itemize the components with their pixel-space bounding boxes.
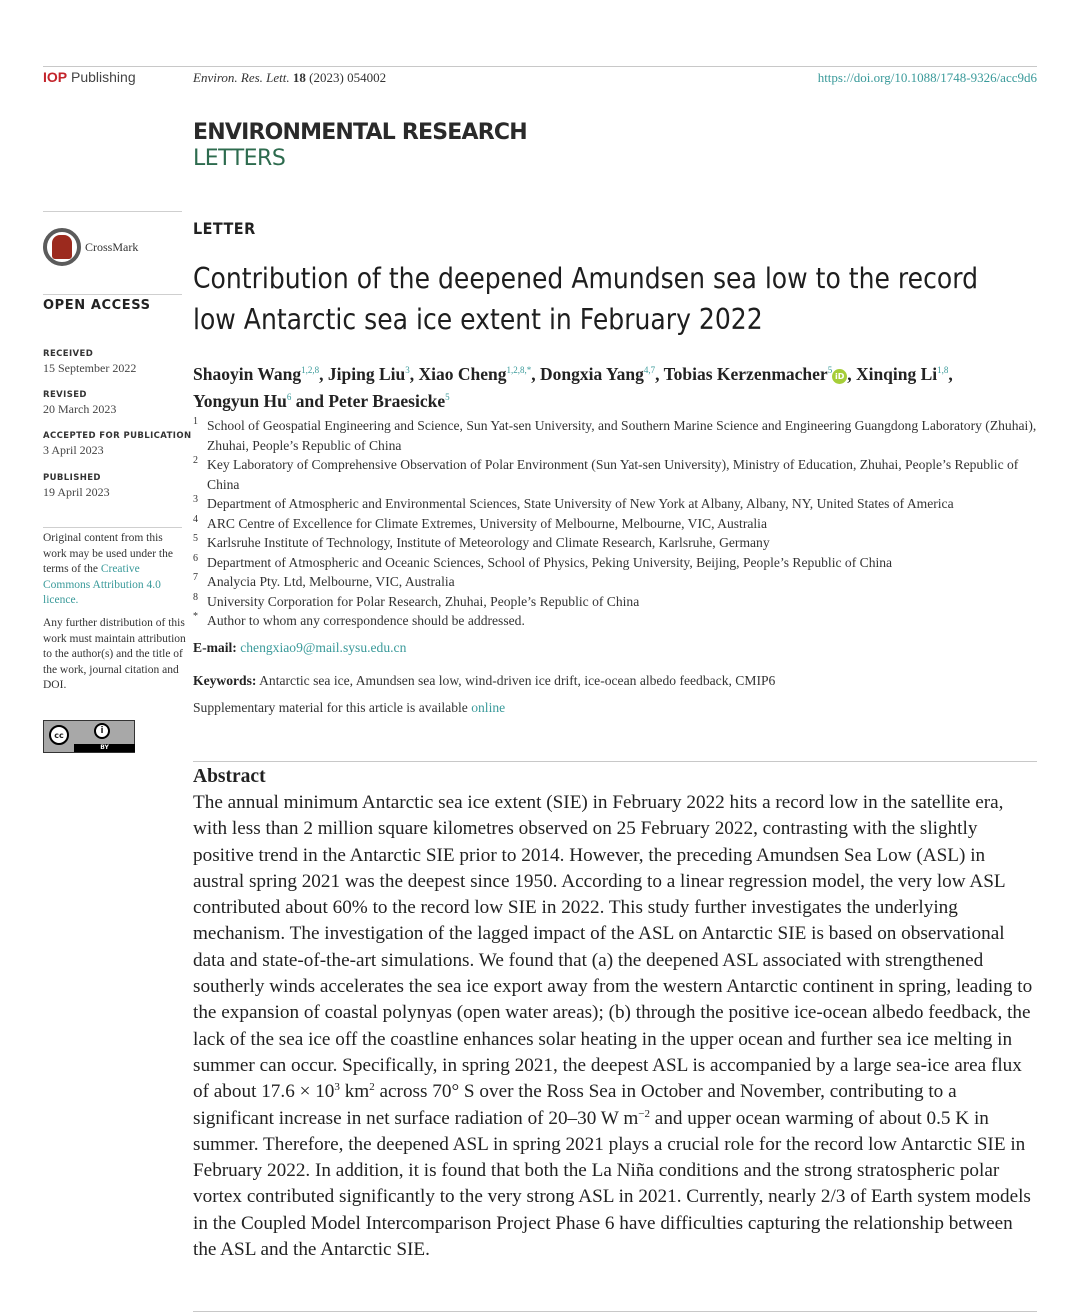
crossmark-icon bbox=[43, 228, 81, 266]
affiliation-number: 3 bbox=[193, 494, 198, 505]
email-line bbox=[193, 640, 406, 656]
affiliation-sup: 5 bbox=[445, 392, 450, 402]
journal-name-line1: ENVIRONMENTAL RESEARCH bbox=[193, 120, 527, 145]
affiliation-sup: 1,8 bbox=[937, 365, 949, 375]
author-name: Shaoyin Wang bbox=[193, 364, 302, 384]
affiliation-number: 6 bbox=[193, 552, 198, 564]
affiliation-text: Karlsruhe Institute of Technology, Institute of Meteorology and Climate Research, Karlsruhe, Germany bbox=[207, 535, 770, 550]
supplementary-line bbox=[193, 700, 505, 716]
affiliation bbox=[193, 514, 1043, 534]
title-line: Contribution of the deepened Amundsen sea low to the record bbox=[193, 262, 979, 295]
affiliation bbox=[193, 494, 1043, 514]
open-access-label: OPEN ACCESS bbox=[43, 298, 151, 313]
affiliation-text: University Corporation for Polar Research, Zhuhai, People’s Republic of China bbox=[207, 593, 640, 609]
affiliation bbox=[193, 455, 1043, 494]
affiliation-number: 2 bbox=[193, 455, 198, 466]
affiliation-text: ARC Centre of Excellence for Climate Extremes, University of Melbourne, Melbourne, VIC, Australia bbox=[207, 515, 767, 531]
volume: 18 bbox=[292, 70, 306, 85]
email-link[interactable]: chengxiao9@mail.sysu.edu.cn bbox=[240, 640, 407, 655]
abstract-text: and upper ocean warming of about 0.5 K in summer. Therefore, the deepened ASL in spring 2021 plays a crucial role for the record low Antarctic SIE in February 2022. In addition, it is found that both the La Niña conditions and the strong stratospheric polar vortex contributed significantly to the very strong ASL in 2021. Currently, nearly 2/3 of Earth system models in the Coupled Model Intercomparison Project Phase 6 have difficulties capturing the relationship between the ASL and the Antarctic SIE. bbox=[193, 1107, 1031, 1261]
author-conjunction: and bbox=[295, 391, 324, 411]
affiliation-number: 8 bbox=[193, 591, 198, 603]
affiliation-number: 1 bbox=[193, 416, 198, 427]
author[interactable] bbox=[328, 364, 410, 384]
supplementary-link[interactable]: online bbox=[471, 700, 506, 715]
by-label: BY bbox=[74, 744, 135, 752]
history-value: 3 April 2023 bbox=[43, 443, 104, 457]
affiliation-text: Key Laboratory of Comprehensive Observation of Polar Environment (Sun Yat-sen University), Ministry of Education, Zhuhai, People’s Republic of China bbox=[207, 457, 1019, 492]
affiliation bbox=[193, 592, 1043, 612]
affiliation-sup: 4,7 bbox=[643, 365, 656, 375]
cc-license-link[interactable]: Creative Commons Attribution 4.0 licence. bbox=[43, 563, 161, 607]
journal-abbrev: Environ. Res. Lett. bbox=[193, 70, 290, 85]
affiliation-text: Author to whom any correspondence should be addressed. bbox=[207, 613, 525, 628]
author-list: Shaoyin Wang$^{1,2,8}$, Jiping Liu$^3$, Xiao Cheng$^{1,2,8,*}$, Dongxia Yang$^{4,7}$, Tobias Kerzenmacher$^5$iD , Xinqing Li$^{1,8}$, Yongyun Hu$^6$ and Peter Braesicke$^5$ bbox=[193, 364, 953, 411]
affiliation-sup: 1,2,8,* bbox=[506, 365, 532, 375]
author[interactable] bbox=[418, 364, 531, 384]
header-divider bbox=[43, 66, 1037, 67]
orcid-icon[interactable]: iD bbox=[832, 369, 847, 384]
abstract-heading: Abstract bbox=[193, 766, 266, 787]
affiliation-list bbox=[193, 416, 1043, 631]
history-value: 20 March 2023 bbox=[43, 402, 117, 416]
history-label: REVISED bbox=[43, 390, 87, 400]
person-icon: i bbox=[94, 723, 110, 739]
distribution-text: Any further distribution of this work must maintain attribution to the author(s) and the title of the work, journal citation and DOI. bbox=[43, 617, 186, 692]
citation bbox=[193, 70, 386, 86]
license-text bbox=[43, 531, 188, 609]
history-label: ACCEPTED FOR PUBLICATION bbox=[43, 431, 192, 441]
author-name: Tobias Kerzenmacher bbox=[663, 364, 828, 384]
affiliation-sup: 3 bbox=[405, 365, 410, 375]
year-article: (2023) 054002 bbox=[309, 70, 387, 85]
iop-mark: IOP bbox=[43, 69, 68, 85]
history-label: RECEIVED bbox=[43, 349, 94, 359]
sidebar-divider bbox=[43, 527, 182, 528]
abstract-text: across 70° S over the Ross Sea in October and November, contributing to a significant increase in net surface radiation of 20–30 W m bbox=[193, 1081, 957, 1129]
keywords-label: Keywords: bbox=[193, 673, 257, 688]
affiliation-number: 7 bbox=[193, 572, 198, 583]
article-type: LETTER bbox=[193, 219, 256, 238]
author-name: Xiao Cheng bbox=[418, 364, 507, 384]
affiliation-text: Analycia Pty. Ltd, Melbourne, VIC, Australia bbox=[207, 574, 455, 589]
keywords-line bbox=[193, 673, 775, 689]
sidebar-divider bbox=[43, 294, 182, 295]
affiliation-sup: 5 bbox=[827, 365, 833, 375]
history-value: 15 September 2022 bbox=[43, 361, 137, 375]
author[interactable] bbox=[856, 364, 948, 384]
history-label: PUBLISHED bbox=[43, 473, 101, 483]
license-text-part: Original content from this work may be used under the terms of the bbox=[43, 532, 173, 576]
affiliation bbox=[193, 572, 1043, 592]
affiliation bbox=[193, 533, 1043, 553]
author-name: Xinqing Li bbox=[855, 364, 938, 384]
cc-by-badge[interactable] bbox=[43, 720, 135, 753]
author[interactable] bbox=[540, 364, 655, 384]
author[interactable] bbox=[193, 364, 319, 384]
superscript: −2 bbox=[638, 1107, 650, 1120]
email-label: E-mail: bbox=[193, 640, 237, 655]
affiliation bbox=[193, 553, 1043, 573]
crossmark-label: CrossMark bbox=[85, 239, 139, 254]
title-line: low Antarctic sea ice extent in February 2022 bbox=[193, 303, 763, 336]
journal-name-line2: LETTERS bbox=[193, 146, 286, 171]
abstract-body bbox=[193, 790, 1040, 1263]
author-name: Yongyun Hu bbox=[193, 391, 287, 411]
abstract-divider bbox=[193, 761, 1037, 762]
author[interactable] bbox=[193, 391, 291, 411]
affiliation bbox=[193, 611, 1043, 631]
iop-publishing-logo bbox=[43, 69, 136, 85]
crossmark-button[interactable] bbox=[43, 228, 138, 266]
publishing-text: Publishing bbox=[71, 69, 136, 85]
affiliation-number: 4 bbox=[193, 513, 198, 525]
sidebar-divider bbox=[43, 211, 182, 212]
affiliation-number: * bbox=[193, 611, 198, 622]
author-name: Jiping Liu bbox=[327, 364, 406, 384]
author[interactable] bbox=[328, 391, 449, 411]
affiliation-sup: 6 bbox=[286, 392, 292, 402]
author[interactable] bbox=[664, 364, 833, 384]
keywords-text: Antarctic sea ice, Amundsen sea low, wind-driven ice drift, ice-ocean albedo feedback, CMIP6 bbox=[259, 673, 776, 688]
abstract-text: km bbox=[339, 1081, 370, 1103]
author-name: Peter Braesicke bbox=[328, 391, 446, 411]
footer-divider bbox=[193, 1311, 1037, 1312]
article-title bbox=[193, 258, 979, 340]
affiliation-text: School of Geospatial Engineering and Science, Sun Yat-sen University, and Southern Marine Science and Engineering Guangdong Laboratory (Zhuhai), Zhuhai, People’s Republic of China bbox=[207, 418, 1037, 453]
doi-link[interactable]: https://doi.org/10.1088/1748-9326/acc9d6 bbox=[817, 70, 1037, 85]
history-value: 19 April 2023 bbox=[43, 485, 110, 499]
affiliation-text: Department of Atmospheric and Environmental Sciences, State University of New York at Albany, Albany, NY, United States of America bbox=[207, 496, 954, 511]
cc-icon: cc bbox=[49, 725, 69, 745]
affiliation-text: Department of Atmospheric and Oceanic Sciences, School of Physics, Peking University, Beijing, People’s Republic of China bbox=[207, 554, 893, 570]
supplementary-text: Supplementary material for this article is available bbox=[193, 700, 472, 715]
author-name: Dongxia Yang bbox=[539, 364, 644, 384]
abstract-text: The annual minimum Antarctic sea ice extent (SIE) in February 2022 hits a record low in the satellite era, with less than 2 million square kilometres observed on 25 February 2022, contrasting with the slightly positive trend in the Antarctic SIE prior to 2014. However, the preceding Amundsen Sea Low (ASL) in austral spring 2021 was the deepest since 1950. According to a linear regression model, the very low ASL contributed about 60% to the record low SIE in 2022. This study further investigates the underlying mechanism. The investigation of the lagged impact of the ASL on Antarctic SIE is based on observational data and state-of-the-art simulations. We found that (a) the deepened ASL associated with strengthened southerly winds accelerates the sea ice export away from the western Antarctic continent in spring, leading to the expansion of coastal polynyas (open water areas); (b) through the positive ice-ocean albedo feedback, the lack of the sea ice off the coastline enhances solar heating in the upper ocean and further sea ice melting in summer can occur. Specifically, in spring 2021, the deepest ASL is accompanied by a large sea-ice area flux of about 17.6 × 10 bbox=[193, 792, 1033, 1103]
affiliation-sup: 1,2,8 bbox=[301, 365, 320, 375]
superscript: 3 bbox=[334, 1081, 340, 1094]
affiliation bbox=[193, 416, 1043, 455]
superscript: 2 bbox=[369, 1081, 375, 1094]
affiliation-number: 5 bbox=[193, 533, 198, 544]
